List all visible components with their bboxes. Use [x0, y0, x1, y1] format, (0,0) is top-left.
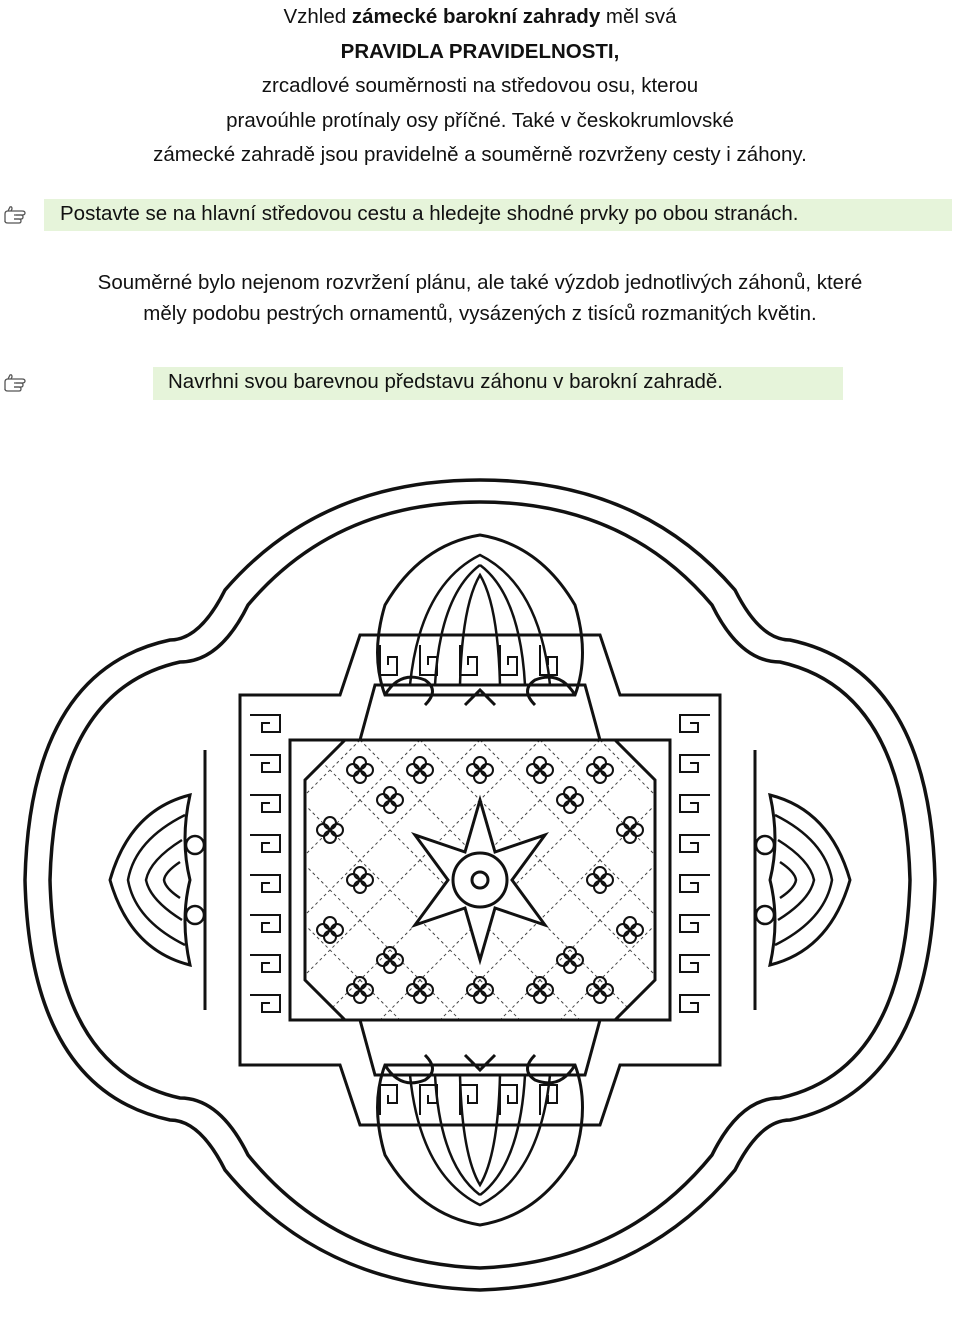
task-find-symmetric: Postavte se na hlavní středovou cestu a hledejte shodné prvky po obou stranách. — [44, 199, 952, 231]
intro-line-5: zámecké zahradě jsou pravidelně a souměrně rozvrženy cesty i záhony. — [153, 143, 807, 166]
palmette-bottom — [378, 1055, 583, 1225]
intro-text — [0, 0, 960, 173]
intro-line-1-end: měl svá — [600, 5, 677, 28]
shell-left — [110, 795, 204, 965]
body-text — [0, 267, 960, 329]
intro-line-1-start: Vzhled — [283, 5, 352, 28]
hand-pointer-icon — [2, 372, 28, 394]
body-line-2: měly podobu pestrých ornamentů, vysázených z tisíců rozmanitých květin. — [143, 302, 817, 325]
intro-line-4: pravoúhle protínaly osy příčné. Také v českokrumlovské — [226, 108, 734, 132]
intro-line-1 — [0, 0, 960, 35]
intro-line-1-bold: zámecké barokní zahrady — [351, 5, 601, 28]
body-line-1: Souměrné bylo nejenom rozvržení plánu, ale také výzdob jednotlivých záhonů, které — [97, 271, 863, 294]
shell-right — [756, 795, 850, 965]
task-design-flowerbed: Navrhni svou barevnou představu záhonu v barokní zahradě. — [153, 367, 843, 400]
hand-pointer-icon — [2, 204, 28, 226]
intro-line-2: PRAVIDLA PRAVIDELNOSTI, — [340, 39, 620, 63]
palmette-top — [378, 535, 583, 705]
intro-line-3: zrcadlové souměrnosti na středovou osu, kterou — [261, 74, 699, 97]
flower-bed-drawing — [0, 440, 960, 1330]
